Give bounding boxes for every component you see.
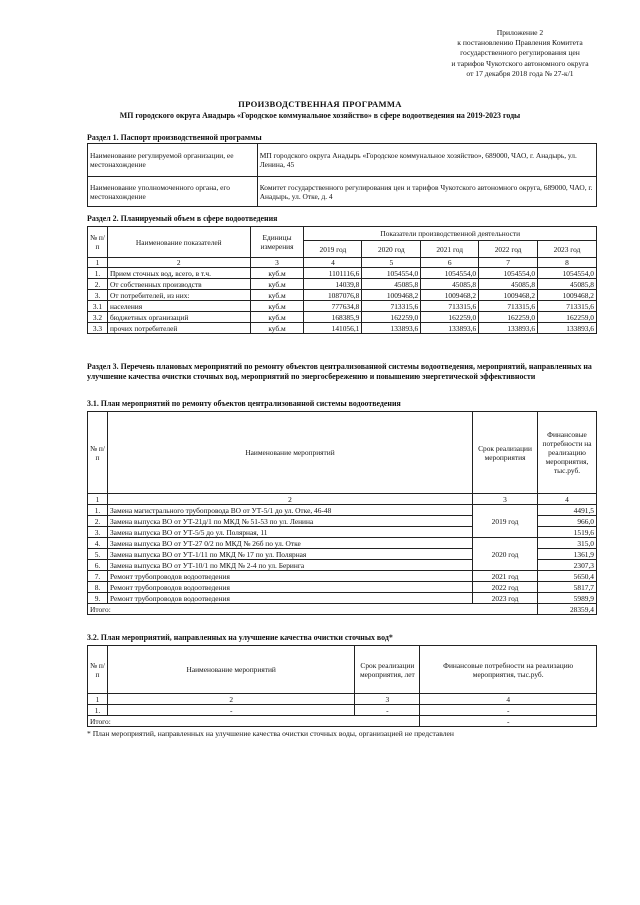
column-number: 2 bbox=[107, 694, 354, 705]
passport-label: Наименование регулируемой организации, ее местонахождение bbox=[88, 144, 258, 177]
annex-block bbox=[410, 28, 630, 79]
row-value: 1087076,8 bbox=[304, 290, 362, 301]
section3-heading: Раздел 3. Перечень плановых мероприятий по ремонту объектов централизованной системы водоотведения, мероприятий, направленных на улучшение качества очистки сточных вод, мероприятий по энергосбережению и повышению энергетической эффективности bbox=[87, 362, 592, 381]
annex-line: государственного регулирования цен bbox=[460, 48, 580, 58]
document-subtitle: МП городского округа Анадырь «Городское коммунальное хозяйство» в сфере водоотведения на 2019-2023 годы bbox=[119, 111, 521, 120]
row-sum: 315,0 bbox=[538, 538, 597, 549]
row-value: 162259,0 bbox=[538, 312, 597, 323]
row-value: 133893,6 bbox=[362, 323, 421, 334]
row-name: Замена выпуска ВО от УТ-1/11 по МКД № 17 по ул. Полярная bbox=[107, 549, 472, 560]
column-number: 4 bbox=[538, 494, 597, 505]
passport-value: Комитет государственного регулирования цен и тарифов Чукотского автономного округа, 689000, ЧАО, г. Анадырь, ул. Отке, д. 4 bbox=[257, 177, 596, 207]
column-number: 4 bbox=[304, 258, 362, 268]
quality-plan-table bbox=[87, 645, 597, 727]
column-number: 3 bbox=[473, 494, 538, 505]
column-number: 2 bbox=[107, 258, 250, 268]
row-sum: - bbox=[420, 705, 597, 716]
col-header-name: Наименование показателей bbox=[107, 227, 250, 258]
col-header-unit: Единицы измерения bbox=[250, 227, 304, 258]
row-value: 45085,8 bbox=[479, 279, 538, 290]
row-value: 45085,8 bbox=[538, 279, 597, 290]
table-row bbox=[88, 571, 597, 582]
year-header: 2020 год bbox=[362, 241, 421, 258]
row-value: 1054554,0 bbox=[362, 268, 421, 279]
row-value: 1009468,2 bbox=[479, 290, 538, 301]
section1-heading: Раздел 1. Паспорт производственной программы bbox=[87, 133, 262, 142]
column-number-row bbox=[88, 494, 597, 505]
row-value: 713315,6 bbox=[421, 301, 479, 312]
row-term: 2022 год bbox=[473, 582, 538, 593]
row-value: 141056,1 bbox=[304, 323, 362, 334]
row-value: 1101116,6 bbox=[304, 268, 362, 279]
row-num: 5. bbox=[88, 549, 108, 560]
table-row bbox=[88, 301, 597, 312]
row-sum: 5817,7 bbox=[538, 582, 597, 593]
row-name: Замена магистрального трубопровода ВО от УТ-5/1 до ул. Отке, 46-48 bbox=[107, 505, 472, 516]
row-value: 713315,6 bbox=[362, 301, 421, 312]
row-num: 3.2 bbox=[88, 312, 108, 323]
row-value: 1054554,0 bbox=[538, 268, 597, 279]
column-number: 7 bbox=[479, 258, 538, 268]
row-sum: 966,0 bbox=[538, 516, 597, 527]
row-value: 45085,8 bbox=[421, 279, 479, 290]
col-header-fin: Финансовые потребности на реализацию мероприятия, тыс.руб. bbox=[538, 412, 597, 494]
row-value: 1054554,0 bbox=[421, 268, 479, 279]
row-value: 1054554,0 bbox=[479, 268, 538, 279]
column-number: 1 bbox=[88, 258, 108, 268]
table-header-row bbox=[88, 412, 597, 494]
column-number-row bbox=[88, 694, 597, 705]
row-name: бюджетных организаций bbox=[107, 312, 250, 323]
table-row bbox=[88, 538, 597, 549]
row-value: 777634,8 bbox=[304, 301, 362, 312]
total-value: - bbox=[420, 716, 597, 727]
row-name: Замена выпуска ВО от УТ-27 0/2 по МКД № 26б по ул. Отке bbox=[107, 538, 472, 549]
row-unit: куб.м bbox=[250, 323, 304, 334]
table-row bbox=[88, 593, 597, 604]
table-header-row bbox=[88, 227, 597, 241]
col-header-term: Срок реализации мероприятия, лет bbox=[355, 646, 420, 694]
table-row bbox=[88, 582, 597, 593]
year-header: 2021 год bbox=[421, 241, 479, 258]
column-number-row bbox=[88, 258, 597, 268]
section2-heading: Раздел 2. Планируемый объем в сфере водоотведения bbox=[87, 214, 278, 223]
row-value: 162259,0 bbox=[479, 312, 538, 323]
row-value: 713315,6 bbox=[479, 301, 538, 312]
col-header-name: Наименование мероприятий bbox=[107, 646, 354, 694]
annex-line: Приложение 2 bbox=[496, 28, 544, 37]
col-header-num: № п/п bbox=[88, 412, 108, 494]
total-value: 28359,4 bbox=[538, 604, 597, 615]
row-value: 133893,6 bbox=[421, 323, 479, 334]
annex-line: к постановлению Правления Комитета bbox=[457, 38, 583, 48]
row-num: 1. bbox=[88, 505, 108, 516]
column-number: 5 bbox=[362, 258, 421, 268]
row-value: 162259,0 bbox=[362, 312, 421, 323]
row-name: Прием сточных вод, всего, в т.ч. bbox=[107, 268, 250, 279]
column-number: 8 bbox=[538, 258, 597, 268]
row-sum: 4491,5 bbox=[538, 505, 597, 516]
passport-value: МП городского округа Анадырь «Городское коммунальное хозяйство», 689000, ЧАО, г. Анадырь, ул. Ленина, 45 bbox=[257, 144, 596, 177]
row-name: Ремонт трубопроводов водоотведения bbox=[107, 571, 472, 582]
row-num: 9. bbox=[88, 593, 108, 604]
row-term: 2019 год bbox=[473, 505, 538, 538]
row-name: Замена выпуска ВО от УТ-5/5 до ул. Полярная, 11 bbox=[107, 527, 472, 538]
row-num: 8. bbox=[88, 582, 108, 593]
row-name: прочих потребителей bbox=[107, 323, 250, 334]
row-num: 3. bbox=[88, 527, 108, 538]
section3-1-heading: 3.1. План мероприятий по ремонту объектов централизованной системы водоотведения bbox=[87, 399, 401, 408]
column-number: 4 bbox=[420, 694, 597, 705]
column-number: 2 bbox=[107, 494, 472, 505]
col-header-num: № п/п bbox=[88, 646, 108, 694]
row-name: От потребителей, из них: bbox=[107, 290, 250, 301]
row-sum: 2307,3 bbox=[538, 560, 597, 571]
table-row bbox=[88, 177, 597, 207]
row-unit: куб.м bbox=[250, 268, 304, 279]
row-sum: 1519,6 bbox=[538, 527, 597, 538]
row-value: 162259,0 bbox=[421, 312, 479, 323]
row-value: 1009468,2 bbox=[421, 290, 479, 301]
annex-line: от 17 декабря 2018 года № 27-к/1 bbox=[466, 68, 574, 78]
column-number: 3 bbox=[355, 694, 420, 705]
row-value: 1009468,2 bbox=[538, 290, 597, 301]
table-row bbox=[88, 705, 597, 716]
row-unit: куб.м bbox=[250, 279, 304, 290]
table-row bbox=[88, 505, 597, 516]
row-value: 1009468,2 bbox=[362, 290, 421, 301]
row-num: 2. bbox=[88, 279, 108, 290]
row-sum: 5650,4 bbox=[538, 571, 597, 582]
column-number: 1 bbox=[88, 494, 108, 505]
section3-2-heading: 3.2. План мероприятий, направленных на улучшение качества очистки сточных вод* bbox=[87, 633, 393, 642]
table-header-row bbox=[88, 646, 597, 694]
row-name: От собственных производств bbox=[107, 279, 250, 290]
document-title: ПРОИЗВОДСТВЕННАЯ ПРОГРАММА bbox=[238, 99, 402, 109]
row-term: - bbox=[355, 705, 420, 716]
row-unit: куб.м bbox=[250, 312, 304, 323]
table-row bbox=[88, 312, 597, 323]
row-value: 45085,8 bbox=[362, 279, 421, 290]
table-row bbox=[88, 323, 597, 334]
row-num: 7. bbox=[88, 571, 108, 582]
row-sum: 1361,9 bbox=[538, 549, 597, 560]
row-value: 14039,8 bbox=[304, 279, 362, 290]
repair-plan-table bbox=[87, 411, 597, 615]
row-name: - bbox=[107, 705, 354, 716]
row-name: Замена выпуска ВО от УТ-10/1 по МКД № 2-4 по ул. Беринга bbox=[107, 560, 472, 571]
table-row bbox=[88, 268, 597, 279]
row-value: 133893,6 bbox=[538, 323, 597, 334]
row-value: 713315,6 bbox=[538, 301, 597, 312]
row-name: населения bbox=[107, 301, 250, 312]
column-number: 3 bbox=[250, 258, 304, 268]
row-name: Ремонт трубопроводов водоотведения bbox=[107, 582, 472, 593]
table-row bbox=[88, 144, 597, 177]
table-row bbox=[88, 290, 597, 301]
col-header-name: Наименование мероприятий bbox=[107, 412, 472, 494]
column-number: 6 bbox=[421, 258, 479, 268]
total-row bbox=[88, 716, 597, 727]
row-sum: 5989,9 bbox=[538, 593, 597, 604]
row-num: 3.3 bbox=[88, 323, 108, 334]
row-term: 2023 год bbox=[473, 593, 538, 604]
passport-label: Наименование уполномоченного органа, его местонахождение bbox=[88, 177, 258, 207]
year-header: 2023 год bbox=[538, 241, 597, 258]
year-header: 2019 год bbox=[304, 241, 362, 258]
row-num: 6. bbox=[88, 560, 108, 571]
row-num: 3.1 bbox=[88, 301, 108, 312]
volume-table bbox=[87, 226, 597, 334]
column-number: 1 bbox=[88, 694, 108, 705]
row-term: 2021 год bbox=[473, 571, 538, 582]
annex-line: и тарифов Чукотского автономного округа bbox=[451, 58, 589, 68]
col-header-term: Срок реализации мероприятия bbox=[473, 412, 538, 494]
row-num: 1. bbox=[88, 268, 108, 279]
total-label: Итого: bbox=[88, 604, 538, 615]
col-header-group: Показатели производственной деятельности bbox=[304, 227, 597, 241]
passport-table bbox=[87, 143, 597, 207]
row-value: 168385,9 bbox=[304, 312, 362, 323]
year-header: 2022 год bbox=[479, 241, 538, 258]
row-num: 1. bbox=[88, 705, 108, 716]
row-num: 3. bbox=[88, 290, 108, 301]
row-unit: куб.м bbox=[250, 290, 304, 301]
row-name: Ремонт трубопроводов водоотведения bbox=[107, 593, 472, 604]
row-term: 2020 год bbox=[473, 538, 538, 571]
row-name: Замена выпуска ВО от УТ-21д/1 по МКД № 51-53 по ул. Ленина bbox=[107, 516, 472, 527]
col-header-num: № п/п bbox=[88, 227, 108, 258]
total-label: Итого: bbox=[88, 716, 420, 727]
col-header-fin: Финансовые потребности на реализацию мероприятия, тыс.руб. bbox=[420, 646, 597, 694]
row-value: 133893,6 bbox=[479, 323, 538, 334]
row-num: 4. bbox=[88, 538, 108, 549]
total-row bbox=[88, 604, 597, 615]
row-unit: куб.м bbox=[250, 301, 304, 312]
footnote: * План мероприятий, направленных на улучшение качества очистки сточных воды, организацией не представлен bbox=[87, 729, 454, 738]
table-row bbox=[88, 279, 597, 290]
row-num: 2. bbox=[88, 516, 108, 527]
